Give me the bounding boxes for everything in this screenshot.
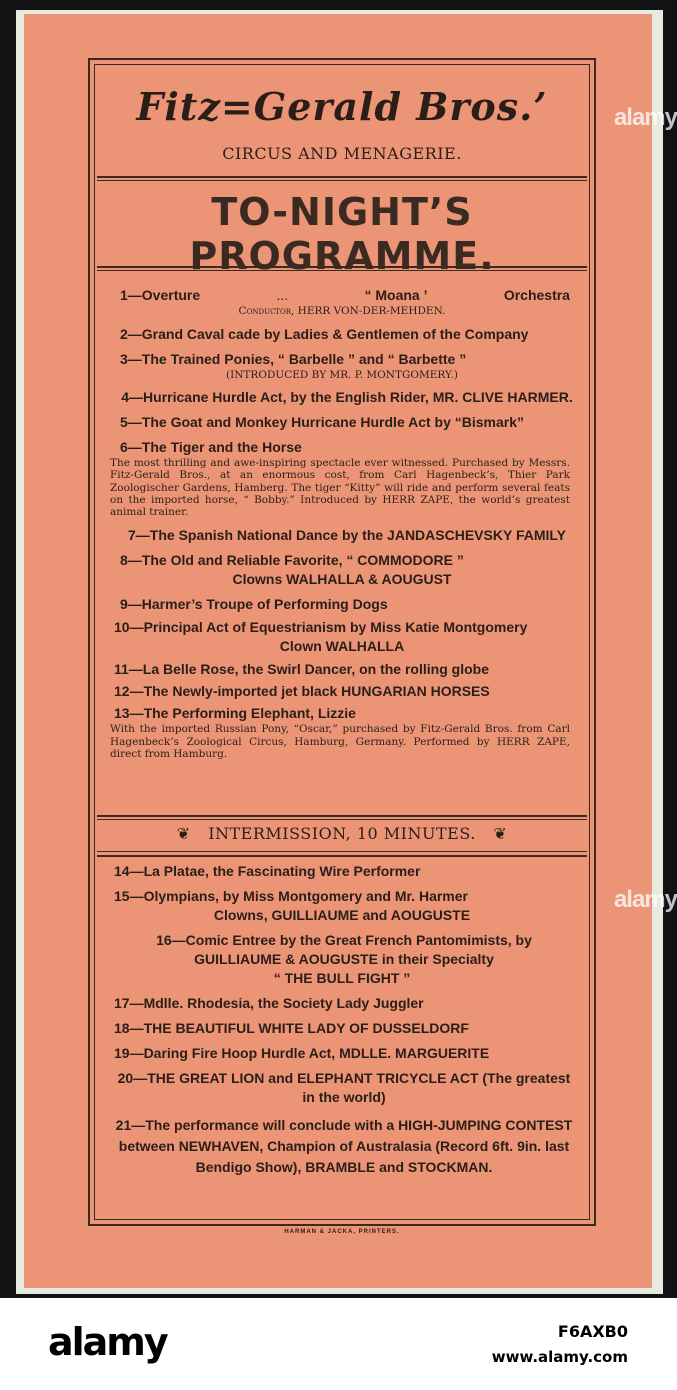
list-item: 12—The Newly-imported jet black HUNGARIAN HORSES — [114, 683, 490, 700]
item-number: 1—Overture — [120, 287, 201, 303]
item-performer: Orchestra — [503, 287, 570, 303]
circus-subtitle: CIRCUS AND MENAGERIE. — [222, 144, 462, 163]
watermark: alamy — [613, 104, 677, 131]
conductor-note — [100, 305, 584, 317]
intermission-banner — [94, 824, 590, 843]
ornament-icon: ❦ — [493, 824, 508, 843]
divider-intermission-bottom-thin — [97, 851, 587, 852]
watermark: alamy — [613, 886, 677, 913]
list-item: 19—Daring Fire Hoop Hurdle Act, MDLLE. MARGUERITE — [114, 1045, 490, 1061]
list-item: 4—Hurricane Hurdle Act, by the English Rider, MR. CLIVE HARMER. — [121, 389, 573, 405]
divider-intermission-top — [97, 815, 587, 817]
list-item: 3—The Trained Ponies, “ Barbelle ” and “ Barbette ” — [120, 351, 467, 367]
divider-heading-thin — [97, 270, 587, 271]
circus-title: Fitz=Gerald Bros.’ — [136, 84, 548, 129]
ornament-icon: ❦ — [176, 824, 191, 843]
list-item: Clowns WALHALLA & AOUGUST — [232, 571, 452, 588]
list-item: 5—The Goat and Monkey Hurricane Hurdle Act by “Bismark” — [120, 414, 525, 430]
programme-list-part1 — [100, 286, 584, 760]
list-item: 16—Comic Entree by the Great French Pantomimists, by GUILLIAUME & AOUGUSTE in their Specialty — [156, 932, 532, 967]
list-item: Clown WALHALLA — [279, 638, 405, 655]
list-item: 18—THE BEAUTIFUL WHITE LADY OF DUSSELDORF — [114, 1020, 469, 1036]
conductor-label: Conductor, — [238, 305, 295, 317]
divider-intermission-bottom — [97, 855, 587, 857]
list-item — [100, 286, 584, 305]
item-note: The most thrilling and awe-inspiring spectacle ever witnessed. Purchased by Messrs. Fitz-Gerald Bros., at an enormous cost, from Carl Hagenbeck’s, Thier Park Zoologischer Gardens, Hamberg. The tiger “Kitty” will ride and perform several feats on the imported horse, “ Bobby.” Introduced by HERR ZAPE, the world’s greatest animal trainer. — [110, 457, 570, 519]
item-piece: “ Moana ’ — [364, 287, 428, 303]
intermission-text: INTERMISSION, 10 MINUTES. — [208, 824, 476, 843]
item-note: With the imported Russian Pony, “Oscar,” purchased by Fitz-Gerald Bros. from Carl Hagenbeck’s Zoological Circus, Hamburg, Germany. Performed by HERR ZAPE, direct from Hamburg. — [110, 723, 570, 761]
list-item: 7—The Spanish National Dance by the JANDASCHEVSKY FAMILY — [128, 527, 566, 544]
list-item: 6—The Tiger and the Horse — [120, 439, 302, 455]
list-item: 8—The Old and Reliable Favorite, “ COMMODORE ” — [120, 552, 464, 569]
list-item: 11—La Belle Rose, the Swirl Dancer, on the rolling globe — [114, 661, 489, 678]
printer-credit: HARMAN & JACKA, PRINTERS. — [284, 1229, 400, 1235]
list-item: 10—Principal Act of Equestrianism by Miss Katie Montgomery — [114, 619, 528, 636]
divider-intermission-top-thin — [97, 819, 587, 820]
list-item: 14—La Platae, the Fascinating Wire Performer — [114, 863, 421, 879]
divider-heading — [97, 266, 587, 268]
divider-top-thin — [97, 180, 587, 181]
site-url: www.alamy.com — [491, 1348, 628, 1366]
list-item: 9—Harmer’s Troupe of Performing Dogs — [120, 596, 388, 613]
list-item: “ THE BULL FIGHT ” — [273, 970, 411, 986]
brand-logo: alamy — [48, 1320, 167, 1364]
programme-list-part2 — [100, 862, 584, 1178]
list-item: Clowns, GUILLIAUME and AOUGUSTE — [213, 907, 471, 923]
list-item: 2—Grand Caval cade by Ladies & Gentlemen of the Company — [120, 326, 529, 342]
image-id: F6AXB0 — [557, 1322, 628, 1341]
item-note: (INTRODUCED BY MR. P. MONTGOMERY.) — [226, 369, 458, 381]
footer-bar — [0, 1298, 677, 1390]
conductor-name: HERR VON-DER-MEHDEN. — [297, 305, 446, 317]
list-item: 20—THE GREAT LION and ELEPHANT TRICYCLE ACT (The greatest in the world) — [117, 1070, 571, 1105]
leader-dots: ... — [276, 287, 289, 303]
list-item: 15—Olympians, by Miss Montgomery and Mr. Harmer — [114, 888, 468, 904]
list-item: 21—The performance will conclude with a HIGH-JUMPING CONTEST between NEWHAVEN, Champion of Australasia (Record 6ft. 9in. last Bendigo Show), BRAMBLE and STOCKMAN. — [115, 1117, 573, 1175]
divider-top — [97, 176, 587, 178]
list-item: 13—The Performing Elephant, Lizzie — [114, 705, 356, 722]
programme-heading: TO-NIGHT’S PROGRAMME. — [189, 190, 495, 278]
list-item: 17—Mdlle. Rhodesia, the Society Lady Juggler — [114, 995, 424, 1011]
